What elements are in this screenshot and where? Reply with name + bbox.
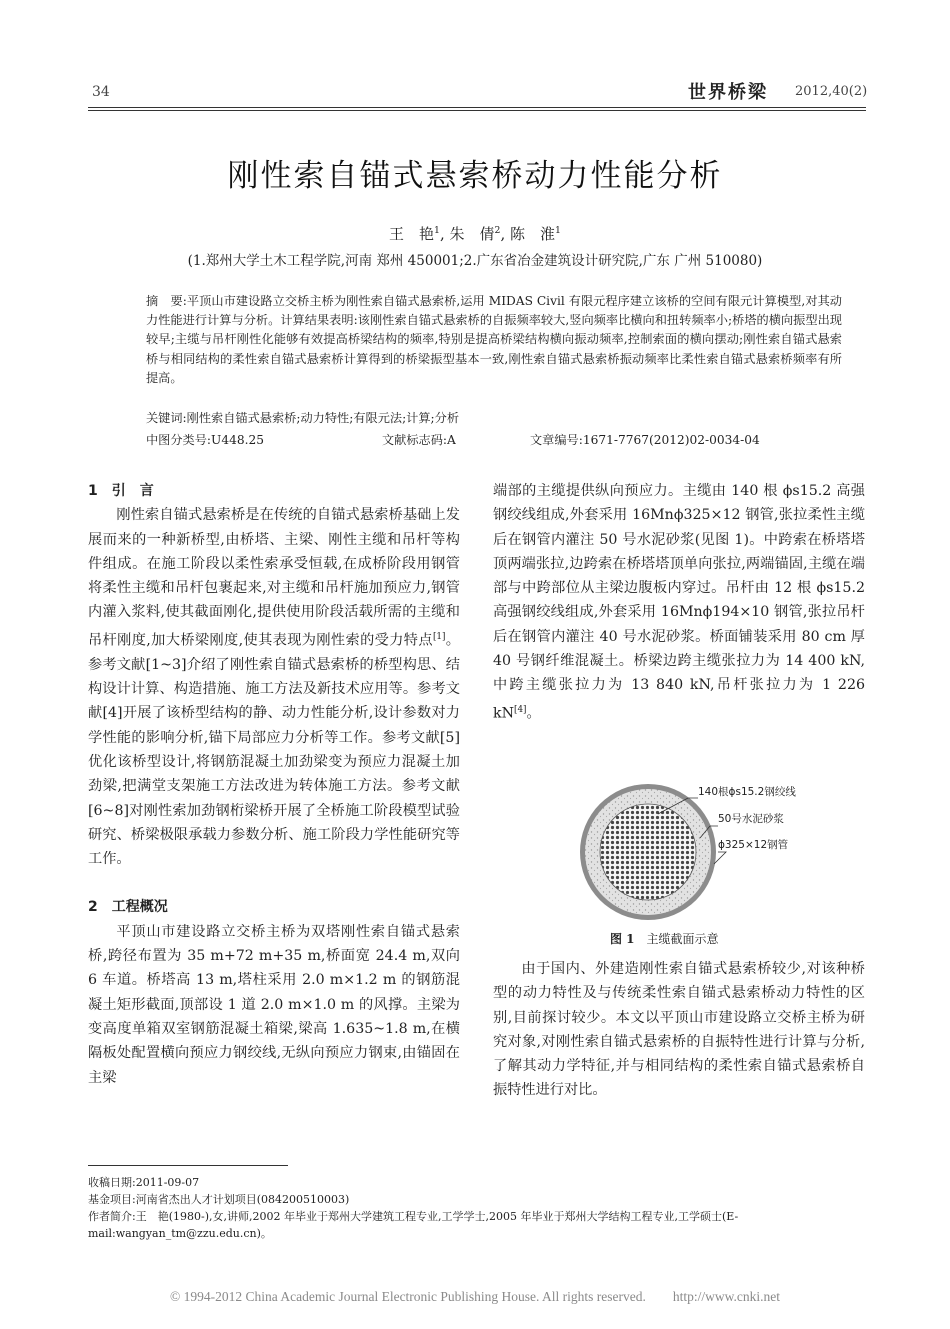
- abstract: [146, 292, 842, 388]
- author-affil-mark: 2: [494, 225, 501, 236]
- abstract-label: 摘 要:: [146, 294, 187, 308]
- header-rule-thin: [88, 110, 866, 111]
- author-affil-mark: 1: [434, 225, 440, 236]
- label-strands: 140根ϕs15.2钢绞线: [698, 786, 796, 798]
- strand-bundle-shape: [600, 804, 696, 900]
- citation: [1]: [432, 631, 446, 642]
- received-date: 收稿日期:2011-09-07: [88, 1176, 200, 1189]
- author-name: 陈 淮: [510, 225, 556, 243]
- left-column: [88, 479, 460, 1090]
- label-pipe: ϕ325×12钢管: [718, 839, 789, 851]
- paragraph: 平顶山市建设路立交桥主桥为双塔刚性索自锚式悬索桥,跨径布置为 35 m+72 m+35 m,桥面宽 24.4 m,双向 6 车道。桥塔高 13 m,塔柱采用 2.0 m×1.2 m 的钢筋混凝土矩形截面,顶部设 1 道 2.0 m×1.0 m 的风撑。主梁为变高度单箱双室钢筋混凝土箱梁,梁高 1.635~1.8 m,在横隔板处配置横向预应力钢绞线,无纵向预应力钢束,由锚固在主梁: [88, 923, 460, 1086]
- keywords-label: 关键词:: [146, 411, 187, 425]
- right-column-lower: [493, 957, 865, 1103]
- paragraph: 由于国内、外建造刚性索自锚式悬索桥较少,对该种桥型的动力特性及与传统柔性索自锚式悬索桥动力特性的区别,目前探讨较少。本文以平顶山市建设路立交桥主桥为研究对象,对刚性索自锚式悬索桥的自振特性进行计算与分析,了解其动力学特征,并与相同结构的柔性索自锚式悬索桥自振特性进行对比。: [493, 961, 865, 1099]
- author-name: 朱 倩: [449, 225, 495, 243]
- journal-name: 世界桥梁: [688, 82, 768, 103]
- article-number: 文章编号:1671-7767(2012)02-0034-04: [530, 433, 760, 447]
- section-1-heading: 1 引 言: [88, 483, 154, 499]
- keywords: [146, 409, 842, 426]
- figure-1-cable-section: [560, 770, 860, 930]
- figure-caption-text: 主缆截面示意: [646, 932, 719, 946]
- document-code: 文献标志码:A: [382, 433, 456, 447]
- header-rule: [88, 107, 866, 108]
- fund-info: 基金项目:河南省杰出人才计划项目(084200510003): [88, 1193, 350, 1206]
- paragraph: 端部的主缆提供纵向预应力。主缆由 140 根 ϕs15.2 高强钢绞线组成,外套采用 16Mnϕ325×12 钢管,张拉柔性主缆后在钢管内灌注 50 号水泥砂浆(见图 1)。中跨索在桥塔塔顶两端张拉,边跨索在桥塔塔顶单向张拉,两端锚固,主缆在端部与中跨部位从主梁边腹板内穿过。吊杆由 12 根 ϕs15.2 高强钢绞线组成,外套采用 16Mnϕ194×10 钢管,张拉吊杆后在钢管内灌注 40 号水泥砂浆。桥面铺装采用 80 cm 厚 40 号钢纤维混凝土。桥梁边跨主缆张拉力为 14 400 kN,中跨主缆张拉力为 13 840 kN,吊杆张拉力为 1 226 kN[4]。: [493, 483, 865, 722]
- journal-issue: 2012,40(2): [795, 84, 868, 99]
- copyright-notice: © 1994-2012 China Academic Journal Electronic Publishing House. All rights reserved. http://www.cnki.net: [169, 1289, 781, 1304]
- abstract-text: 平顶山市建设路立交桥主桥为刚性索自锚式悬索桥,运用 MIDAS Civil 有限元程序建立该桥的空间有限元计算模型,对其动力性能进行计算与分析。计算结果表明:该刚性索自锚式悬索桥的自振频率较大,竖向频率比横向和扭转频率小;桥塔的横向振型出现较早;主缆与吊杆刚性化能够有效提高桥梁结构的频率,特别是提高桥梁结构横向振动频率,控制索面的横向摆动;刚性索自锚式悬索桥与相同结构的柔性索自锚式悬索桥计算得到的桥梁振型基本一致,刚性索自锚式悬索桥振动频率比柔性索自锚式悬索桥频率有所提高。: [146, 294, 842, 385]
- footnote-rule: [88, 1165, 288, 1166]
- affiliation: (1.郑州大学土木工程学院,河南 郑州 450001;2.广东省冶金建筑设计研究院,广东 广州 510080): [187, 253, 763, 269]
- author-bio: 作者简介:王 艳(1980-),女,讲师,2002 年毕业于郑州大学建筑工程专业,工学学士,2005 年毕业于郑州大学结构工程专业,工学硕士(E-mail:wangyan_tm@zzu.edu.cn)。: [88, 1210, 739, 1240]
- author-name: 王 艳: [389, 225, 435, 243]
- figure-number: 图 1: [610, 932, 635, 946]
- author-affil-mark: 1: [555, 225, 561, 236]
- clc-number: 中图分类号:U448.25: [146, 433, 264, 447]
- section-2-heading: 2 工程概况: [88, 899, 168, 916]
- citation: [4]: [514, 704, 527, 715]
- paragraph: 刚性索自锚式悬索桥是在传统的自锚式悬索桥基础上发展而来的一种新桥型,由桥塔、主梁、刚性主缆和吊杆等构件组成。在施工阶段以柔性索承受恒载,在成桥阶段用钢管将柔性主缆和吊杆包裹起来,对主缆和吊杆施加预应力,钢管内灌入浆料,使其截面刚化,提供使用阶段活载所需的主缆和吊杆刚度,加大桥梁刚度,使其表现为刚性索的受力特点[1]。参考文献[1~3]介绍了刚性索自锚式悬索桥的桥型构思、结构设计计算、构造措施、施工方法及新技术应用等。参考文献[4]开展了该桥型结构的静、动力性能分析,设计参数对力学性能的影响分析,锚下局部应力分析等工作。参考文献[5]优化该桥型设计,将钢筋混凝土加劲梁变为预应力混凝土加劲梁,把满堂支架施工方法改进为转体施工方法。参考文献[6~8]对刚性索加劲钢桁梁桥开展了全桥施工阶段模型试验研究、桥梁极限承载力参数分析、施工阶段力学性能研究等工作。: [88, 507, 460, 868]
- footnotes: [88, 1174, 868, 1242]
- keywords-text: 刚性索自锚式悬索桥;动力特性;有限元法;计算;分析: [186, 411, 460, 425]
- paper-title: 刚性索自锚式悬索桥动力性能分析: [227, 158, 723, 194]
- right-column: [493, 479, 865, 726]
- page-number: 34: [92, 84, 110, 100]
- figure-caption: [610, 930, 719, 947]
- author-list: 王 艳$^1$, 朱 倩$^2$, 陈 淮$^1$: [389, 225, 561, 243]
- label-mortar: 50号水泥砂浆: [718, 813, 784, 825]
